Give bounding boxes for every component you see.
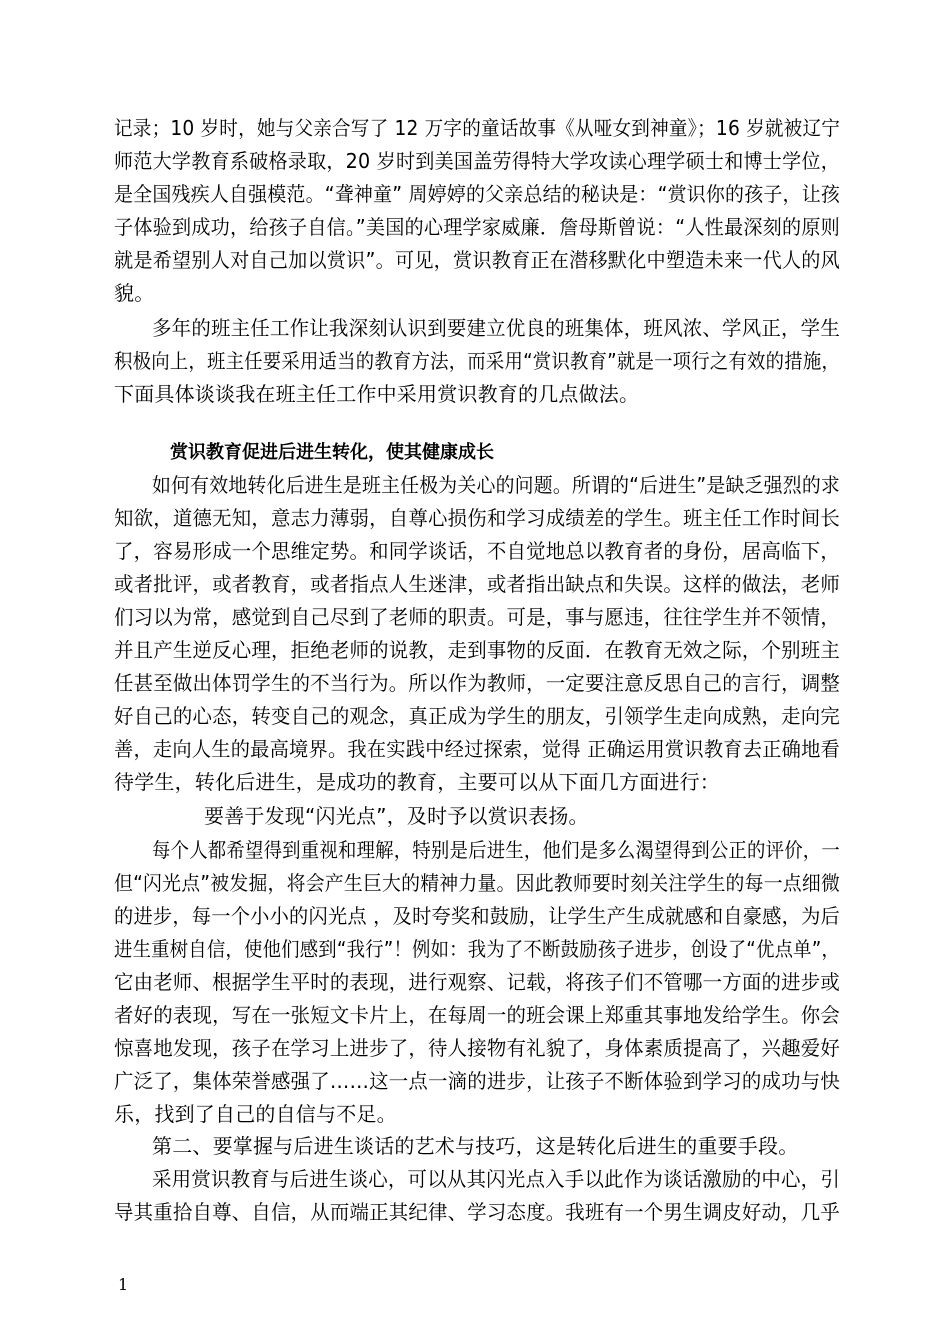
body-text-line: 多年的班主任工作让我深刻认识到要建立优良的班集体，班风浓、学风正，学生 xyxy=(152,316,840,340)
body-text-line: 是全国残疾人自强模范。“聋神童” 周婷婷的父亲总结的秘诀是：“赏识你的孩子，让孩 xyxy=(114,182,841,206)
body-text-line: 好自己的心态，转变自己的观念，真正成为学生的朋友，引领学生走向成熟，走向完 xyxy=(114,704,841,728)
point-heading: 要善于发现“闪光点”，及时予以赏识表扬。 xyxy=(204,804,589,828)
point-heading: 第二、要掌握与后进生谈话的艺术与技巧，这是转化后进生的重要手段。 xyxy=(152,1134,799,1158)
body-text-line: 但“闪光点”被发掘，将会产生巨大的精神力量。因此教师要时刻关注学生的每一点细微 xyxy=(114,871,841,895)
body-text-line: 并且产生逆反心理，拒绝老师的说教，走到事物的反面．在教育无效之际，个别班主 xyxy=(114,638,841,662)
body-text-line: 或者批评，或者教育，或者指点人生迷津，或者指出缺点和失误。这样的做法，老师 xyxy=(114,572,841,596)
body-text-line: 知欲，道德无知，意志力薄弱，自尊心损伤和学习成绩差的学生。班主任工作时间长 xyxy=(114,506,841,530)
body-text-line: 了，容易形成一个思维定势。和同学谈话，不自觉地总以教育者的身份，居高临下， xyxy=(114,539,841,563)
body-text-line: 待学生，转化后进生，是成功的教育，主要可以从下面几方面进行： xyxy=(114,770,720,794)
body-text-line: 记录；10 岁时，她与父亲合写了 12 万字的童话故事《从哑女到神童》；16 岁就被辽宁 xyxy=(114,116,841,140)
body-text-line: 如何有效地转化后进生是班主任极为关心的问题。所谓的“后进生”是缺乏强烈的求 xyxy=(152,473,841,497)
body-text-line: 进生重树自信，使他们感到“我行”！例如：我为了不断鼓励孩子进步，创设了“优点单”， xyxy=(114,937,841,961)
body-text-line: 广泛了，集体荣誉感强了……这一点一滴的进步，让孩子不断体验到学习的成功与快 xyxy=(114,1069,841,1093)
body-text-line: 导其重拾自尊、自信，从而端正其纪律、学习态度。我班有一个男生调皮好动，几乎 xyxy=(114,1200,841,1224)
body-text-line: 积极向上，班主任要采用适当的教育方法，而采用“赏识教育”就是一项行之有效的措施， xyxy=(114,349,841,373)
body-text-line: 的进步，每一个小小的闪光点 ，及时夸奖和鼓励，让学生产生成就感和自豪感，为后 xyxy=(114,904,840,928)
body-text-line: 每个人都希望得到重视和理解，特别是后进生，他们是多么渴望得到公正的评价，一 xyxy=(152,838,840,862)
body-text-line: 采用赏识教育与后进生谈心，可以从其闪光点入手以此作为谈话激励的中心，引 xyxy=(152,1167,840,1191)
body-text-line: 们习以为常，感觉到自己尽到了老师的职责。可是，事与愿违，往往学生并不领情， xyxy=(114,605,841,629)
body-text-line: 就是希望别人对自己加以赏识”。可见，赏识教育正在潜移默化中塑造未来一代人的风 xyxy=(114,248,840,272)
body-text-line: 貌。 xyxy=(114,281,155,305)
body-text-line: 它由老师、根据学生平时的表现，进行观察、记载，将孩子们不管哪一方面的进步或 xyxy=(114,970,841,994)
body-text-line: 乐，找到了自己的自信与不足。 xyxy=(114,1102,397,1126)
section-heading: 赏识教育促进后进生转化，使其健康成长 xyxy=(170,442,494,463)
body-text-line: 惊喜地发现，孩子在学习上进步了，待人接物有礼貌了，身体素质提高了，兴趣爱好 xyxy=(114,1036,841,1060)
body-text-line: 善，走向人生的最高境界。我在实践中经过探索，觉得 正确运用赏识教育去正确地看 xyxy=(114,737,840,761)
body-text-line: 子体验到成功，给孩子自信。”美国的心理学家威廉．詹母斯曾说：“人性最深刻的原则 xyxy=(114,215,840,239)
page-number: 1 xyxy=(118,1275,129,1294)
body-text-line: 者好的表现，写在一张短文卡片上，在每周一的班会课上郑重其事地发给学生。你会 xyxy=(114,1003,841,1027)
body-text-line: 师范大学教育系破格录取，20 岁时到美国盖劳得特大学攻读心理学硕士和博士学位， xyxy=(114,149,841,173)
body-text-line: 下面具体谈谈我在班主任工作中采用赏识教育的几点做法。 xyxy=(114,382,640,406)
body-text-line: 任甚至做出体罚学生的不当行为。所以作为教师，一定要注意反思自己的言行，调整 xyxy=(114,671,841,695)
